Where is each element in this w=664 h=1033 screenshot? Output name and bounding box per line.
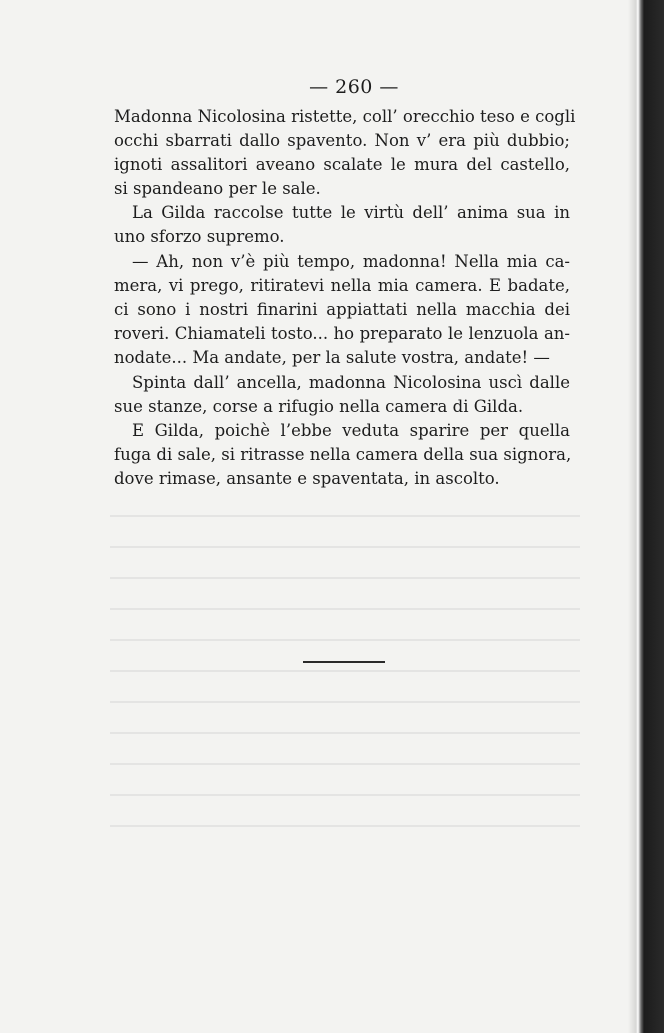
text-line: ci sono i nostri finarini appiattati nella macchia dei	[114, 300, 570, 319]
text-line: dove rimase, ansante e spaventata, in ascolto.	[114, 469, 500, 488]
show-through-texture	[110, 500, 580, 840]
text-line: fuga di sale, si ritrasse nella camera della sua signora,	[114, 445, 572, 464]
text-line: sue stanze, corse a rifugio nella camera di Gilda.	[114, 397, 524, 416]
text-line: roveri. Chiamateli tosto... ho preparato le lenzuola an-	[114, 324, 570, 343]
text-line: si spandeano per le sale.	[114, 179, 321, 198]
text-line: E Gilda, poichè l’ebbe veduta sparire per quella	[132, 421, 570, 440]
section-end-rule	[303, 661, 385, 663]
text-line: nodate... Ma andate, per la salute vostra, andate! —	[114, 348, 550, 367]
page-edge-shadow	[628, 0, 664, 1033]
text-line: mera, vi prego, ritiratevi nella mia camera. E badate,	[114, 276, 570, 295]
page-number: — 260 —	[309, 76, 399, 98]
text-line: occhi sbarrati dallo spavento. Non v’ era più dubbio;	[114, 131, 570, 150]
text-line: ignoti assalitori aveano scalate le mura del castello,	[114, 155, 570, 174]
text-line: Spinta dall’ ancella, madonna Nicolosina uscì dalle	[132, 373, 570, 392]
text-line: La Gilda raccolse tutte le virtù dell’ anima sua in	[132, 203, 570, 222]
text-line: Madonna Nicolosina ristette, coll’ orecchio teso e cogli	[114, 107, 576, 126]
text-line: — Ah, non v’è più tempo, madonna! Nella mia ca-	[132, 252, 570, 271]
text-line: uno sforzo supremo.	[114, 227, 285, 246]
